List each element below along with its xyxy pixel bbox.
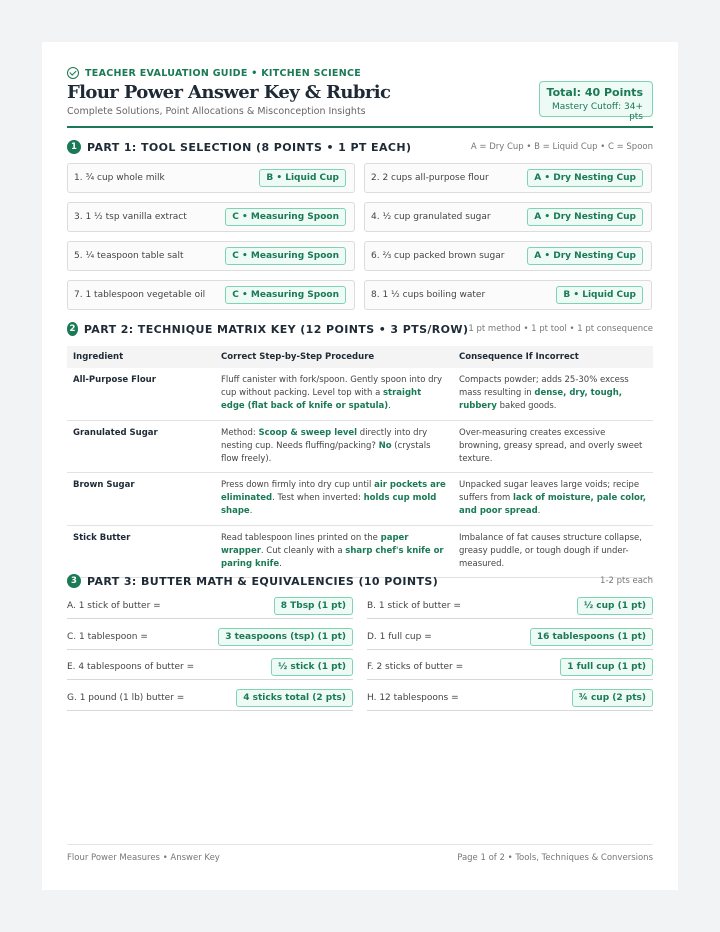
ingredient-cell: Stick Butter bbox=[67, 525, 215, 578]
cell-text: directly into dry nesting cup. Needs fluffing/packing? bbox=[221, 427, 428, 451]
part2-header bbox=[67, 322, 653, 336]
tool-question: 3. 1 ½ tsp vanilla extract bbox=[74, 212, 187, 222]
eyebrow bbox=[67, 67, 361, 79]
mastery-cutoff: Mastery Cutoff: 34+ pts bbox=[551, 102, 643, 122]
tool-answer-badge: A • Dry Nesting Cup bbox=[527, 208, 643, 226]
matrix-row bbox=[67, 525, 653, 578]
part3-title: PART 3: BUTTER MATH & EQUIVALENCIES (10 POINTS) bbox=[87, 574, 439, 588]
tool-answer-card bbox=[364, 202, 652, 232]
conversion-answer-badge: 16 tablespoons (1 pt) bbox=[530, 628, 653, 646]
tool-answer-badge: C • Measuring Spoon bbox=[225, 286, 346, 304]
part2-number: 2 bbox=[67, 322, 78, 336]
tool-answer-card bbox=[67, 202, 355, 232]
tool-answer-badge: A • Dry Nesting Cup bbox=[527, 247, 643, 265]
cell-text: . Cut cleanly with a bbox=[260, 545, 346, 556]
procedure-cell bbox=[215, 473, 453, 526]
conversion-item bbox=[367, 655, 653, 680]
cell-text: Compacts powder; adds 25-30% excess mass resulting in bbox=[459, 375, 629, 399]
conversion-question: C. 1 tablespoon = bbox=[67, 631, 148, 642]
answer-key-page bbox=[42, 42, 678, 890]
cell-text: . bbox=[537, 506, 541, 517]
page-title: Flour Power Answer Key & Rubric bbox=[67, 82, 391, 103]
total-points-box bbox=[539, 81, 653, 122]
total-points: Total: 40 Points bbox=[546, 86, 643, 99]
conversion-question: G. 1 pound (1 lb) butter = bbox=[67, 692, 185, 703]
footer-left: Flour Power Measures • Answer Key bbox=[67, 853, 220, 863]
conversion-answer-badge: 4 sticks total (2 pts) bbox=[236, 689, 353, 707]
consequence-cell bbox=[453, 420, 653, 473]
conversion-question: B. 1 stick of butter = bbox=[367, 601, 461, 611]
col-header-consequence: Consequence If Incorrect bbox=[453, 346, 653, 368]
conversion-item bbox=[67, 655, 353, 680]
cell-text: . bbox=[279, 558, 282, 569]
tool-question: 4. ½ cup granulated sugar bbox=[371, 212, 491, 222]
conversion-item bbox=[367, 594, 653, 619]
highlighted-text: air pockets are eliminated bbox=[221, 480, 446, 504]
cell-text: . bbox=[388, 401, 391, 412]
conversion-answer-badge: ¾ cup (2 pts) bbox=[572, 689, 654, 707]
tool-answer-card bbox=[364, 163, 652, 193]
matrix-row bbox=[67, 473, 653, 526]
col-header-procedure: Correct Step-by-Step Procedure bbox=[215, 346, 453, 368]
part1-header bbox=[67, 140, 653, 154]
highlighted-text: lack of moisture, pale color, and poor spread bbox=[459, 493, 647, 517]
procedure-cell bbox=[215, 525, 453, 578]
part1-title: PART 1: TOOL SELECTION (8 POINTS • 1 PT EACH) bbox=[87, 140, 412, 154]
procedure-cell bbox=[215, 368, 453, 420]
conversion-question: A. 1 stick of butter = bbox=[67, 601, 161, 611]
highlighted-text: holds cup mold shape bbox=[221, 493, 437, 517]
tool-question: 5. ¼ teaspoon table salt bbox=[74, 251, 184, 261]
page-footer bbox=[67, 844, 653, 863]
tool-answer-card bbox=[67, 241, 355, 271]
cell-text: Read tablespoon lines printed on the bbox=[221, 532, 381, 543]
part1-legend: A = Dry Cup • B = Liquid Cup • C = Spoon bbox=[470, 142, 653, 152]
header-divider bbox=[67, 126, 653, 128]
part3-number: 3 bbox=[67, 574, 81, 588]
highlighted-text: No bbox=[378, 440, 392, 451]
cell-text: Unpacked sugar leaves large voids; recipe suffers from bbox=[459, 480, 640, 504]
technique-matrix bbox=[67, 346, 653, 578]
col-header-ingredient: Ingredient bbox=[67, 346, 215, 368]
tool-answer-card bbox=[364, 280, 652, 310]
part2-title: PART 2: TECHNIQUE MATRIX KEY (12 POINTS • 3 PTS/ROW) bbox=[83, 322, 469, 336]
tool-question: 6. ⅔ cup packed brown sugar bbox=[371, 251, 505, 261]
highlighted-text: paper wrapper bbox=[221, 532, 409, 556]
highlighted-text: Scoop & sweep level bbox=[258, 427, 358, 438]
tool-question: 1. ¾ cup whole milk bbox=[74, 173, 165, 183]
conversion-item bbox=[67, 625, 353, 650]
cell-text: Over-measuring creates excessive browning, greasy spread, and overly sweet texture. bbox=[459, 427, 643, 464]
cell-text: Press down firmly into dry cup until bbox=[221, 480, 375, 491]
consequence-cell bbox=[453, 525, 653, 578]
conversion-question: H. 12 tablespoons = bbox=[367, 692, 459, 703]
cell-text: Method: bbox=[221, 427, 259, 438]
cell-text: baked goods. bbox=[496, 401, 557, 412]
ingredient-cell: Brown Sugar bbox=[67, 473, 215, 526]
highlighted-text: straight edge (flat back of knife or spatula) bbox=[221, 388, 422, 412]
cell-text: Fluff canister with fork/spoon. Gently spoon into dry cup without packing. Level top with a bbox=[221, 375, 443, 399]
tool-question: 7. 1 tablespoon vegetable oil bbox=[74, 290, 206, 300]
part1-number: 1 bbox=[67, 140, 81, 154]
cell-text: . Test when inverted: bbox=[272, 493, 364, 504]
cell-text: Imbalance of fat causes structure collapse, greasy puddle, or tough dough if under-measured. bbox=[459, 532, 642, 569]
tool-answer-badge: A • Dry Nesting Cup bbox=[527, 169, 643, 187]
footer-right: Page 1 of 2 • Tools, Techniques & Conversions bbox=[457, 853, 653, 863]
cell-text: (crystals flow freely). bbox=[221, 440, 431, 464]
conversion-item bbox=[67, 594, 353, 619]
conversion-question: F. 2 sticks of butter = bbox=[367, 662, 464, 672]
part2-note: 1 pt method • 1 pt tool • 1 pt consequence bbox=[468, 324, 653, 334]
tool-answer-badge: B • Liquid Cup bbox=[259, 169, 346, 187]
conversion-answer-badge: 1 full cup (1 pt) bbox=[560, 658, 653, 676]
procedure-cell bbox=[215, 420, 453, 473]
ingredient-cell: Granulated Sugar bbox=[67, 420, 215, 473]
tool-answer-card bbox=[364, 241, 652, 271]
matrix-row bbox=[67, 420, 653, 473]
tool-answer-badge: B • Liquid Cup bbox=[556, 286, 643, 304]
tool-answer-badge: C • Measuring Spoon bbox=[225, 208, 346, 226]
conversion-question: E. 4 tablespoons of butter = bbox=[67, 662, 195, 672]
cell-text: . bbox=[249, 506, 253, 517]
conversion-answer-badge: 3 teaspoons (tsp) (1 pt) bbox=[218, 628, 353, 646]
conversion-answer-badge: ½ cup (1 pt) bbox=[577, 597, 653, 615]
highlighted-text: dense, dry, tough, rubbery bbox=[459, 388, 622, 412]
tool-question: 8. 1 ½ cups boiling water bbox=[371, 290, 486, 300]
page-subtitle: Complete Solutions, Point Allocations & Misconception Insights bbox=[67, 106, 366, 117]
highlighted-text: sharp chef's knife or paring knife bbox=[221, 545, 444, 569]
conversion-item bbox=[367, 686, 653, 711]
part3-note: 1-2 pts each bbox=[600, 576, 653, 586]
consequence-cell bbox=[453, 473, 653, 526]
part3-header bbox=[67, 574, 653, 588]
matrix-row bbox=[67, 368, 653, 420]
consequence-cell bbox=[453, 368, 653, 420]
tool-answer-card bbox=[67, 163, 355, 193]
tool-question: 2. 2 cups all-purpose flour bbox=[371, 173, 489, 183]
check-circle-icon bbox=[67, 67, 79, 79]
tool-answer-badge: C • Measuring Spoon bbox=[225, 247, 346, 265]
eyebrow-label: TEACHER EVALUATION GUIDE • KITCHEN SCIENCE bbox=[85, 67, 362, 79]
tool-answer-card bbox=[67, 280, 355, 310]
conversion-answer-badge: 8 Tbsp (1 pt) bbox=[274, 597, 353, 615]
conversion-item bbox=[367, 625, 653, 650]
ingredient-cell: All-Purpose Flour bbox=[67, 368, 215, 420]
conversion-question: D. 1 full cup = bbox=[367, 631, 432, 642]
conversion-item bbox=[67, 686, 353, 711]
conversion-answer-badge: ½ stick (1 pt) bbox=[271, 658, 353, 676]
